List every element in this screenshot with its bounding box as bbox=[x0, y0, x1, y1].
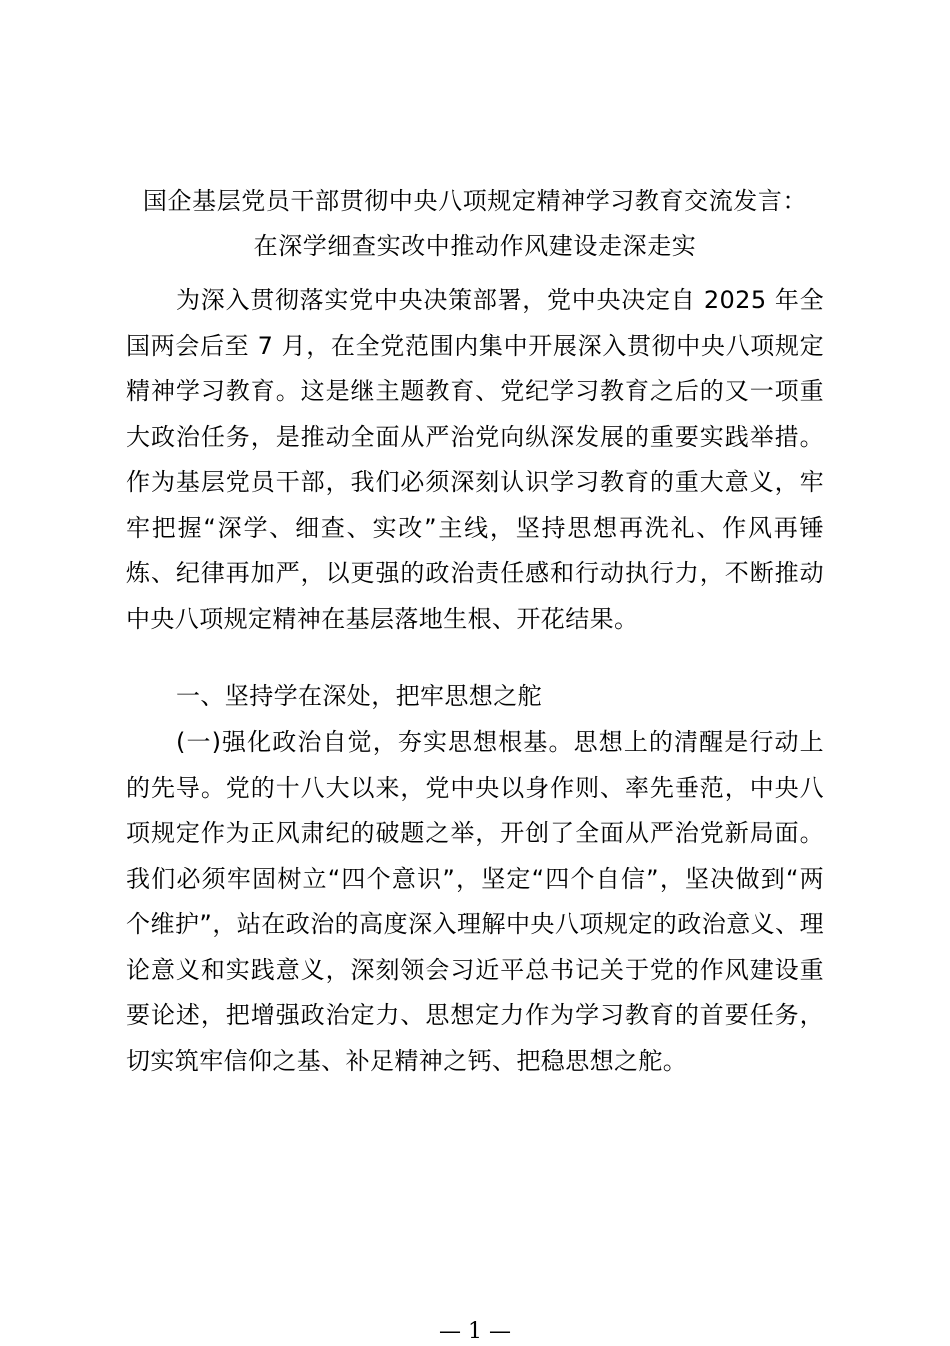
body-paragraph-1: 为深入贯彻落实党中央决策部署，党中央决定自 2025 年全国两会后至 7 月，在全党范围内集中开展深入贯彻中央八项规定精神学习教育。这是继主题教育、党纪学习教育之后的又一项重大政治任务，是推动全面从严治党向纵深发展的重要实践举措。作为基层党员干部，我们必须深刻认识学习教育的重大意义，牢牢把握“深学、细查、实改”主线，坚持思想再洗礼、作风再锤炼、纪律再加严，以更强的政治责任感和行动执行力，不断推动中央八项规定精神在基层落地生根、开花结果。 bbox=[126, 286, 824, 633]
document-title-line-2: 在深学细查实改中推动作风建设走深走实 bbox=[253, 232, 697, 260]
body-paragraph-2: (一)强化政治自觉，夯实思想根基。思想上的清醒是行动上的先导。党的十八大以来，党中央以身作则、率先垂范，中央八项规定作为正风肃纪的破题之举，开创了全面从严治党新局面。我们必须牢固树立“四个意识”，坚定“四个自信”，坚决做到“两个维护”，站在政治的高度深入理解中央八项规定的政治意义、理论意义和实践意义，深刻领会习近平总书记关于党的作风建设重要论述，把增强政治定力、思想定力作为学习教育的首要任务，切实筑牢信仰之基、补足精神之钙、把稳思想之舵。 bbox=[126, 728, 824, 1075]
section-heading-1: 一、坚持学在深处，把牢思想之舵 bbox=[176, 682, 542, 710]
page-number: — 1 — bbox=[439, 1319, 511, 1344]
document-title-line-1: 国企基层党员干部贯彻中央八项规定精神学习教育交流发言： bbox=[142, 187, 808, 215]
